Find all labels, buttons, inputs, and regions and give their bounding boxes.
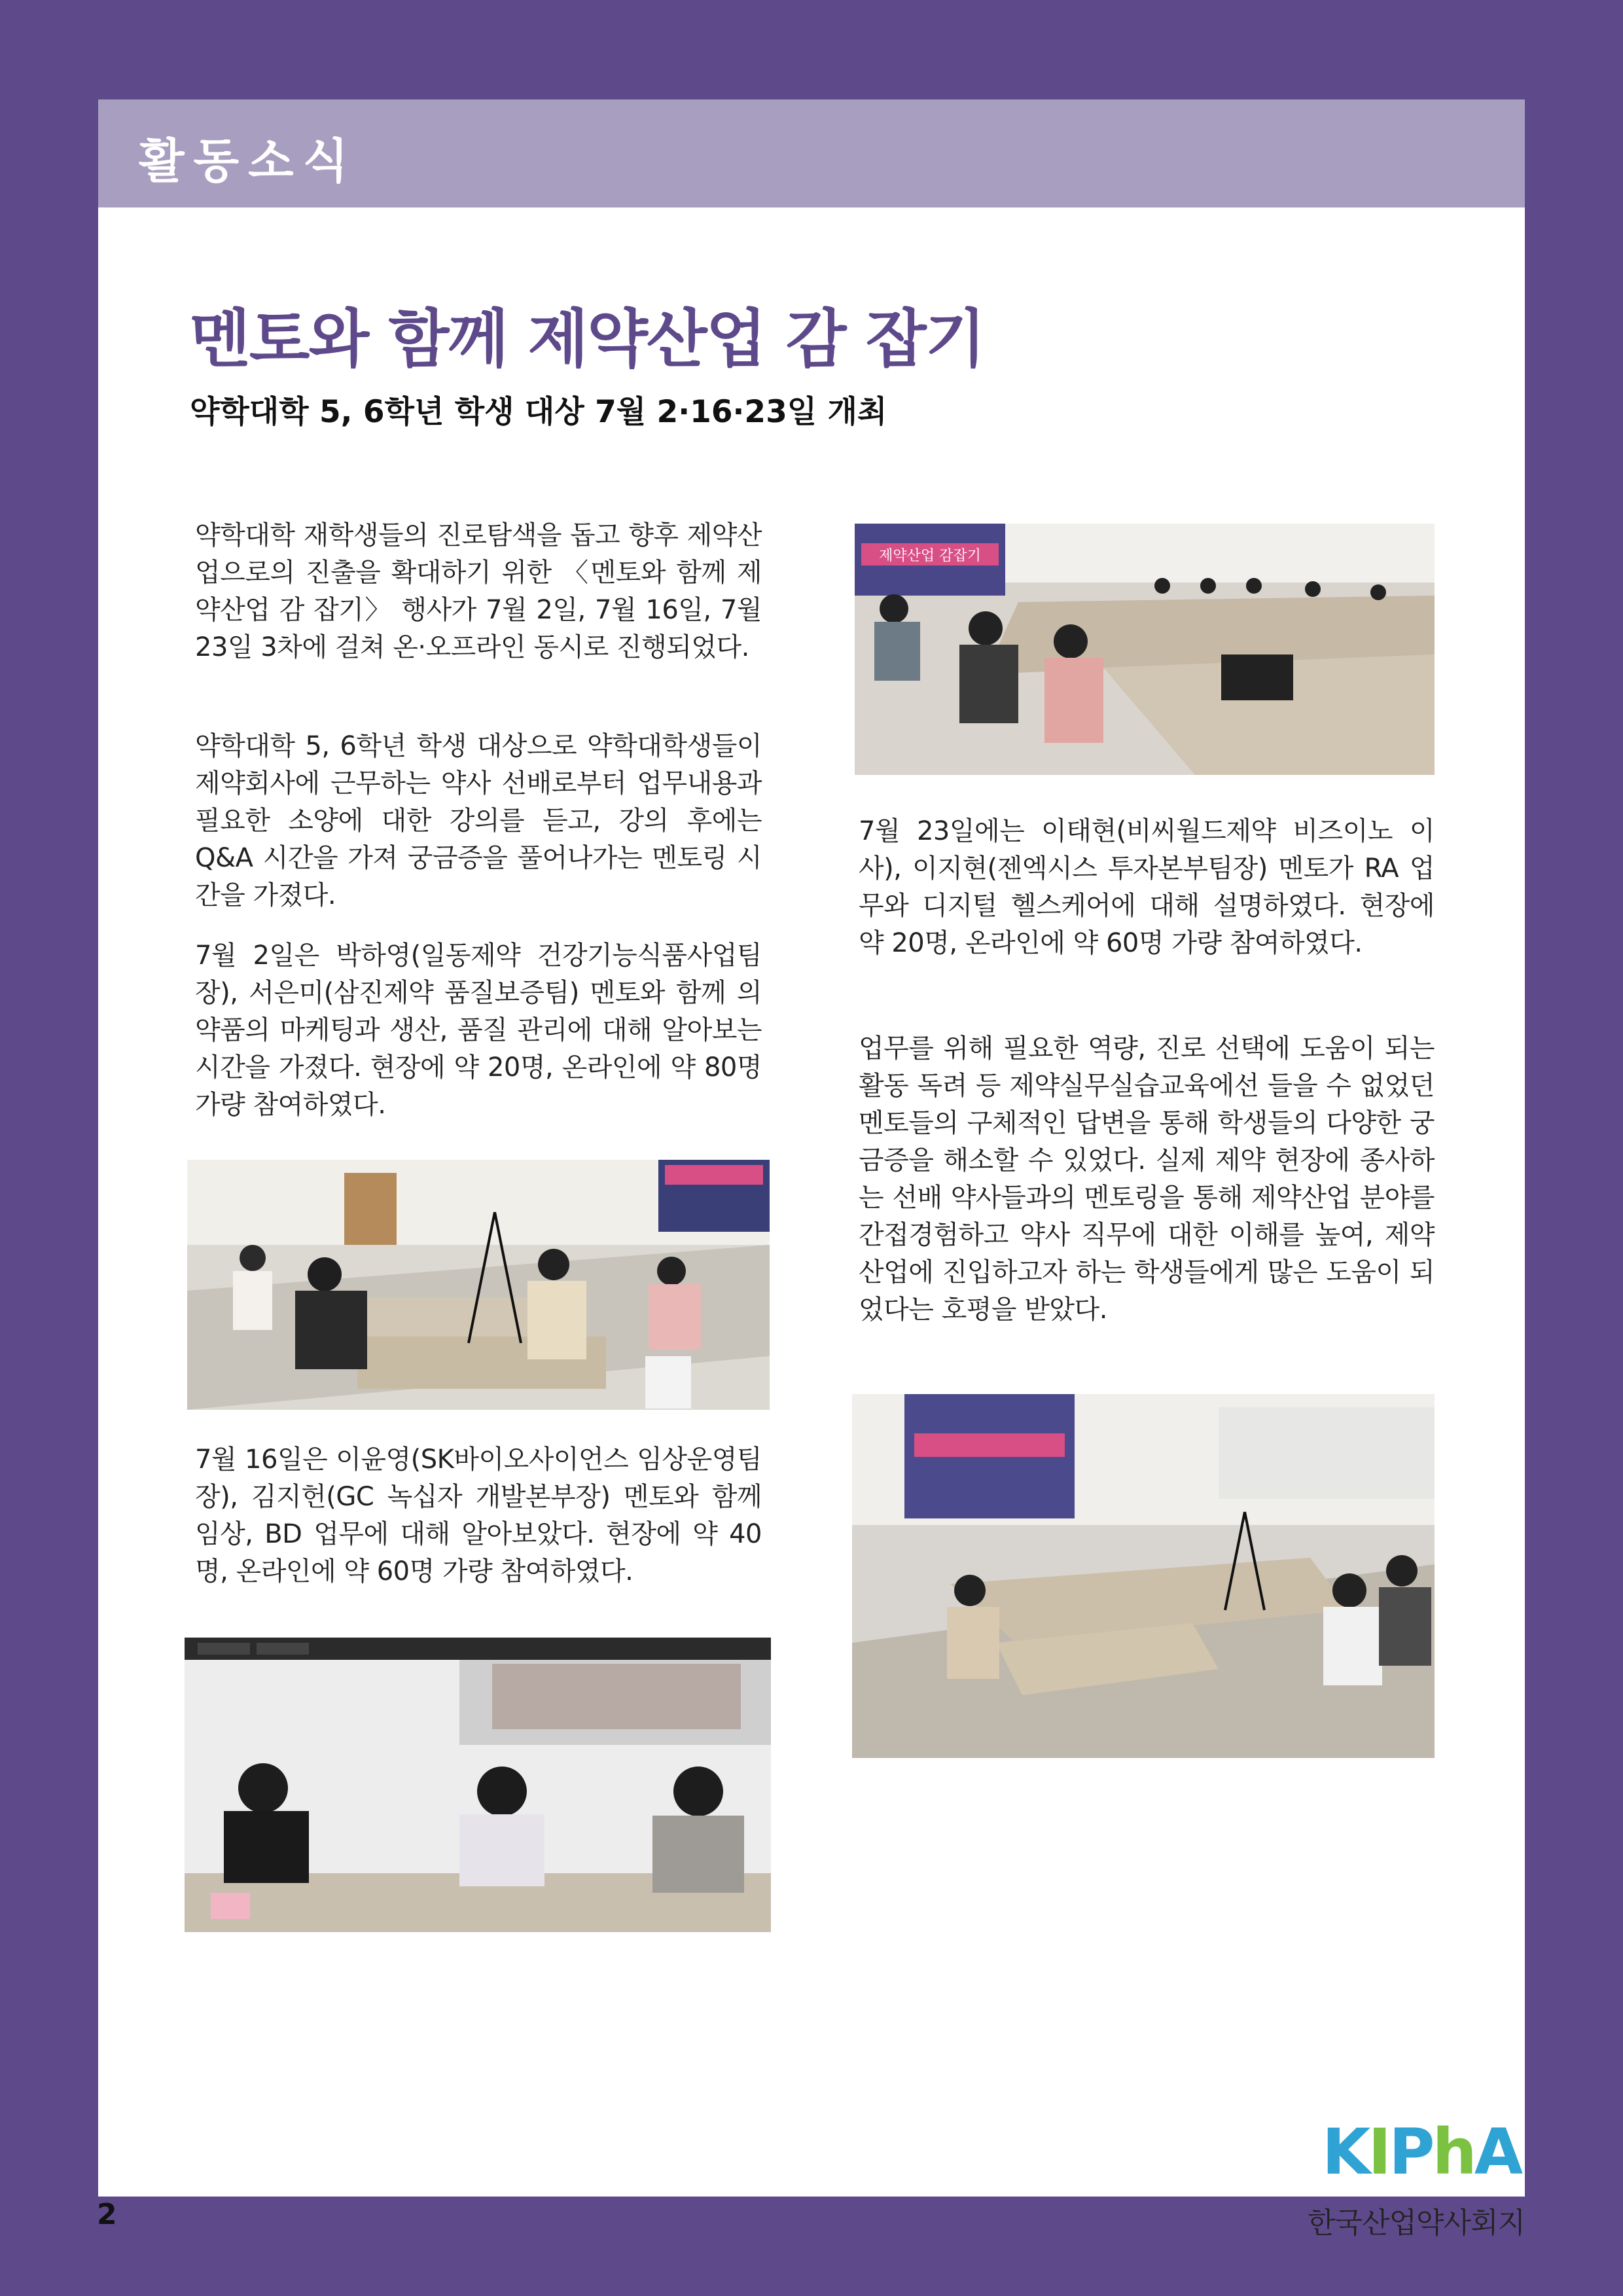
- photo-banner-text: 제약산업 감잡기: [879, 548, 981, 564]
- kipha-logo: KIPhA: [1322, 2115, 1521, 2189]
- page-number: 2: [97, 2198, 117, 2231]
- photo-meeting-july-23: [855, 524, 1435, 775]
- photo-meeting-july-2: [187, 1160, 770, 1410]
- article-subheadline: 약학대학 5, 6학년 학생 대상 7월 2·16·23일 개최: [190, 394, 887, 430]
- magazine-name: 한국산업약사회지: [1307, 2206, 1525, 2240]
- photo-online-mentors: [185, 1638, 771, 1932]
- photo-meeting-hall: [852, 1394, 1435, 1758]
- section-title: 활동소식: [139, 134, 358, 188]
- left-paragraph-3: 7월 2일은 박하영(일동제약 건강기능식품사업팀장), 서은미(삼진제약 품질보증팀) 멘토와 함께 의약품의 마케팅과 생산, 품질 관리에 대해 알아보는 시간을 가졌다. 현장에 약 20명, 온라인에 약 80명 가량 참여하였다.: [195, 941, 762, 1120]
- article-headline: 멘토와 함께 제약산업 감 잡기: [190, 302, 985, 376]
- section-header-bar: [98, 99, 1525, 207]
- right-paragraph-2: 업무를 위해 필요한 역량, 진로 선택에 도움이 되는 활동 독려 등 제약실무실습교육에선 들을 수 없었던 멘토들의 구체적인 답변을 통해 학생들의 다양한 궁금증을 해소할 수 있었다. 실제 제약 현장에 종사하는 선배 약사들과의 멘토링을 통해 제약산업 분야를 간접경험하고 약사 직무에 대한 이해를 높여, 제약산업에 진입하고자 하는 학생들에게 많은 도움이 되었다는 호평을 받았다.: [859, 1033, 1435, 1325]
- left-paragraph-1: 약학대학 재학생들의 진로탐색을 돕고 향후 제약산업으로의 진출을 확대하기 위한 〈멘토와 함께 제약산업 감 잡기〉 행사가 7월 2일, 7월 16일, 7월 23일 3차에 걸쳐 온·오프라인 동시로 진행되었다.: [195, 520, 762, 662]
- left-paragraph-4: 7월 16일은 이윤영(SK바이오사이언스 임상운영팀장), 김지헌(GC 녹십자 개발본부장) 멘토와 함께 임상, BD 업무에 대해 알아보았다. 현장에 약 40명, 온라인에 약 60명 가량 참여하였다.: [195, 1444, 762, 1587]
- page: [98, 99, 1525, 2197]
- right-paragraph-1: 7월 23일에는 이태현(비씨월드제약 비즈이노 이사), 이지현(젠엑시스 투자본부팀장) 멘토가 RA 업무와 디지털 헬스케어에 대해 설명하였다. 현장에 약 20명, 온라인에 약 60명 가량 참여하였다.: [859, 816, 1435, 958]
- left-paragraph-2: 약학대학 5, 6학년 학생 대상으로 약학대학생들이 제약회사에 근무하는 약사 선배로부터 업무내용과 필요한 소양에 대한 강의를 듣고, 강의 후에는 Q&A 시간을 가져 궁금증을 풀어나가는 멘토링 시간을 가졌다.: [195, 731, 762, 910]
